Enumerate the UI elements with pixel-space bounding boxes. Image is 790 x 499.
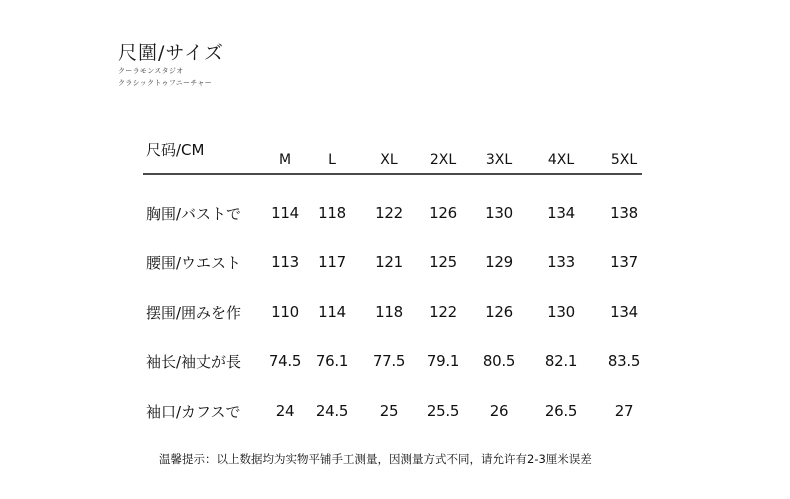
table-cell: 118 (318, 204, 346, 222)
table-cell: 125 (429, 253, 457, 271)
table-cell: 110 (271, 303, 299, 321)
header-subtitle: クラシックトゥフニーチャー (118, 79, 213, 87)
table-cell: 114 (271, 204, 299, 222)
table-cell: 77.5 (372, 352, 406, 370)
table-cell: 130 (485, 204, 513, 222)
table-cell: 26 (489, 402, 509, 420)
header-subtitle: クーラモンスタジオ (118, 67, 184, 75)
table-cell: 82.1 (544, 352, 578, 370)
table-cell: 79.1 (426, 352, 460, 370)
size-column-header: 3XL (485, 152, 513, 168)
size-column-header: 2XL (429, 152, 457, 168)
table-cell: 118 (375, 303, 403, 321)
header-divider (143, 173, 642, 175)
size-column-header: 5XL (610, 152, 638, 168)
table-cell: 74.5 (268, 352, 302, 370)
table-cell: 27 (614, 402, 634, 420)
measurement-label: 摆围/囲みを作 (146, 304, 242, 322)
measurement-note: 温馨提示：以上数据均为实物平铺手工测量，因测量方式不同，请允许有2-3厘米误差 (159, 452, 592, 466)
table-cell: 24.5 (315, 402, 349, 420)
table-cell: 133 (547, 253, 575, 271)
table-cell: 25.5 (426, 402, 460, 420)
table-cell: 138 (610, 204, 638, 222)
measurement-label: 袖口/カフスで (146, 403, 241, 421)
table-cell: 129 (485, 253, 513, 271)
table-cell: 76.1 (315, 352, 349, 370)
measurement-label: 腰围/ウエスト (146, 254, 242, 272)
table-cell: 83.5 (607, 352, 641, 370)
table-cell: 117 (318, 253, 346, 271)
size-column-header: 4XL (547, 152, 575, 168)
table-cell: 113 (271, 253, 299, 271)
table-cell: 134 (547, 204, 575, 222)
table-cell: 126 (429, 204, 457, 222)
table-cell: 122 (429, 303, 457, 321)
table-cell: 130 (547, 303, 575, 321)
size-column-header: M (278, 152, 292, 168)
table-cell: 114 (318, 303, 346, 321)
table-cell: 24 (275, 402, 295, 420)
table-cell: 121 (375, 253, 403, 271)
table-cell: 134 (610, 303, 638, 321)
page-title: 尺圍/サイズ (118, 42, 224, 64)
table-cell: 122 (375, 204, 403, 222)
measurement-label: 胸围/バストで (146, 205, 242, 223)
size-column-header: L (328, 152, 336, 168)
table-cell: 80.5 (482, 352, 516, 370)
unit-label: 尺码/CM (146, 141, 205, 159)
table-cell: 137 (610, 253, 638, 271)
table-cell: 25 (379, 402, 399, 420)
table-cell: 26.5 (544, 402, 578, 420)
size-column-header: XL (380, 152, 398, 168)
table-cell: 126 (485, 303, 513, 321)
measurement-label: 袖长/袖丈が長 (146, 353, 242, 371)
